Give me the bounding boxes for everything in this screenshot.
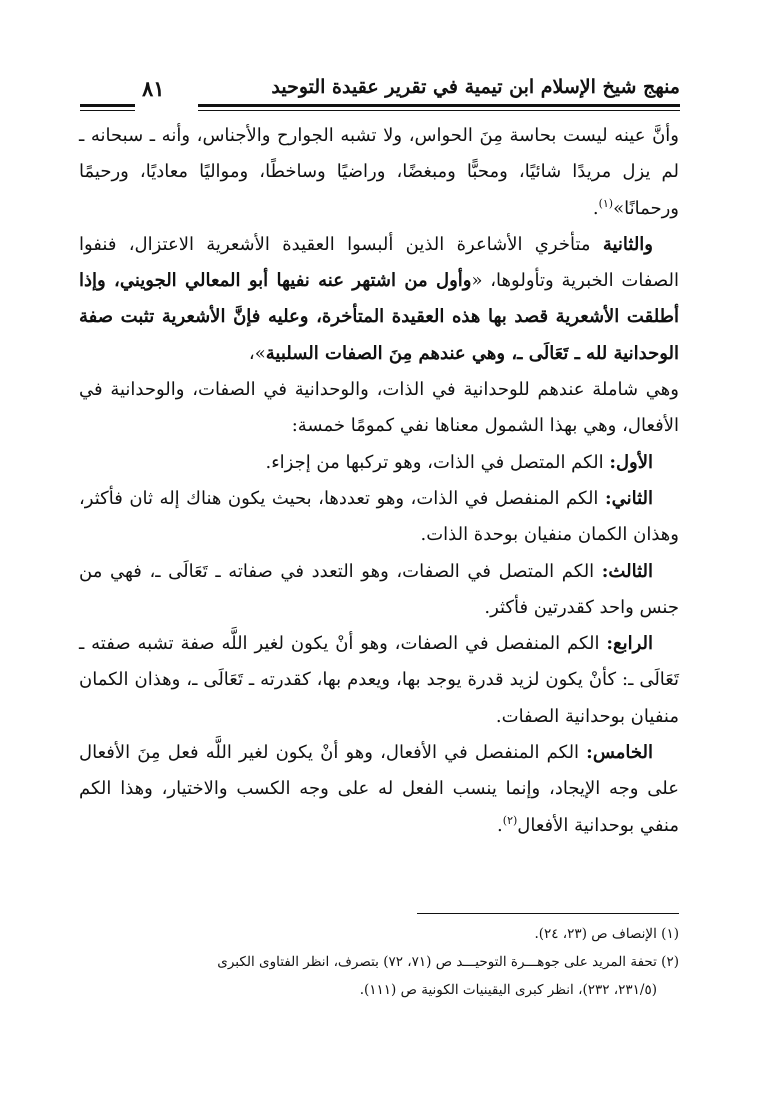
paragraph-1-end: . (592, 197, 599, 219)
list-item-5-text: الكم المنفصل في الأفعال، وهو أنْ يكون لغير اللَّه فعل مِنَ الأفعال على وجه الإيجاد، وإنما ينسب الفعل له على وجه الكسب والاختيار، وهذا الكم منفي بوحدانية الأفعال (79, 742, 679, 836)
page-number-rule-thick (80, 104, 135, 107)
main-text (79, 118, 679, 844)
list-item-3 (79, 554, 679, 627)
page-header (80, 76, 680, 112)
list-item-2 (79, 481, 679, 554)
footnote-2-line-1: (٢) تحفة المريد على جوهـــرة التوحيـــد ص (٧١، ٧٢) بتصرف، انظر الفتاوى الكبرى (217, 954, 679, 970)
paragraph-2-text: متأخري الأشاعرة الذين ألبسوا العقيدة الأشعرية الاعتزال، فنفوا الصفات الخبرية وتأولوها، « (79, 233, 680, 292)
list-item-1-label: الأول: (609, 451, 653, 473)
list-item-3-label: الثالث: (601, 560, 653, 582)
paragraph-3 (79, 372, 679, 445)
paragraph-1-text: وأنَّ عينه ليست بحاسة مِنَ الحواس، ولا تشبه الجوارح والأجناس، وأنه ـ سبحانه ـ لم يزل مريدًا شائيًا، ومحبًّا ومبغضًا، وراضيًا وساخطًا، ومواليًا معاديًا، ورحيمًا ورحمانًا» (79, 125, 679, 219)
list-item-5 (79, 735, 679, 844)
paragraph-2-lead: والثانية (602, 233, 653, 255)
list-item-4-label: الرابع: (606, 633, 653, 655)
running-title: منهج شيخ الإسلام ابن تيمية في تقرير عقيدة التوحيد (271, 76, 680, 98)
list-item-2-label: الثاني: (604, 487, 653, 509)
list-item-1-text: الكم المتصل في الذات، وهو تركبها من إجزاء. (265, 451, 610, 473)
list-item-5-label: الخامس: (586, 742, 653, 764)
footnote-separator (417, 913, 679, 914)
footnote-1: (١) الإنصاف ص (٢٣، ٢٤). (534, 926, 679, 942)
footnotes (79, 920, 679, 1004)
list-item-2-text: الكم المنفصل في الذات، وهو تعددها، بحيث يكون هناك إله ثان فأكثر، وهذان الكمان منفيان بوحدة الذات. (79, 487, 679, 546)
paragraph-1 (79, 118, 679, 227)
footnote-ref-1: (١) (598, 196, 614, 210)
footnote-2-line-2: (٢٣١/٥، ٢٣٢)، انظر كبرى اليقينيات الكونية ص (١١١). (359, 982, 657, 998)
list-item-4 (79, 626, 679, 735)
list-item-3-text: الكم المتصل في الصفات، وهو التعدد في صفاته ـ تَعَالَى ـ، فهي من جنس واحد كقدرتين فأكثر. (79, 560, 679, 618)
list-item-4-text: الكم المنفصل في الصفات، وهو أنْ يكون لغير اللَّه صفة تشبه صفته ـ تَعَالَى ـ: كأنْ يكون لزيد قدرة يوجد بها، ويعدم بها، كقدرته ـ تَعَالَى ـ، وهذان الكمان منفيان بوحدانية الصفات. (79, 633, 679, 727)
header-rule-thin (198, 110, 680, 111)
list-item-1 (79, 445, 679, 481)
header-rule-thick (198, 104, 680, 107)
page-number: ٨١ (142, 76, 165, 101)
paragraph-2-bold-quote: وأول من اشتهر عنه نفيها أبو المعالي الجويني، وإذا أطلقت الأشعرية قصد بها هذه العقيدة المتأخرة، وعليه فإنَّ الأشعرية تثبت صفة الوحدانية لله ـ تَعَالَى ـ، وهي عندهم مِنَ الصفات السلبية (79, 270, 679, 364)
paragraph-3-text: وهي شاملة عندهم للوحدانية في الذات، والوحدانية في الصفات، والوحدانية في الأفعال، وهي بهذا الشمول معناها نفي كمومًا خمسة: (79, 379, 679, 437)
footnote-ref-2: (٢) (502, 813, 518, 827)
paragraph-2-end: »، (248, 342, 266, 364)
list-item-5-end: . (497, 814, 503, 836)
page-number-rule-thin (80, 110, 135, 111)
paragraph-2 (79, 227, 679, 372)
